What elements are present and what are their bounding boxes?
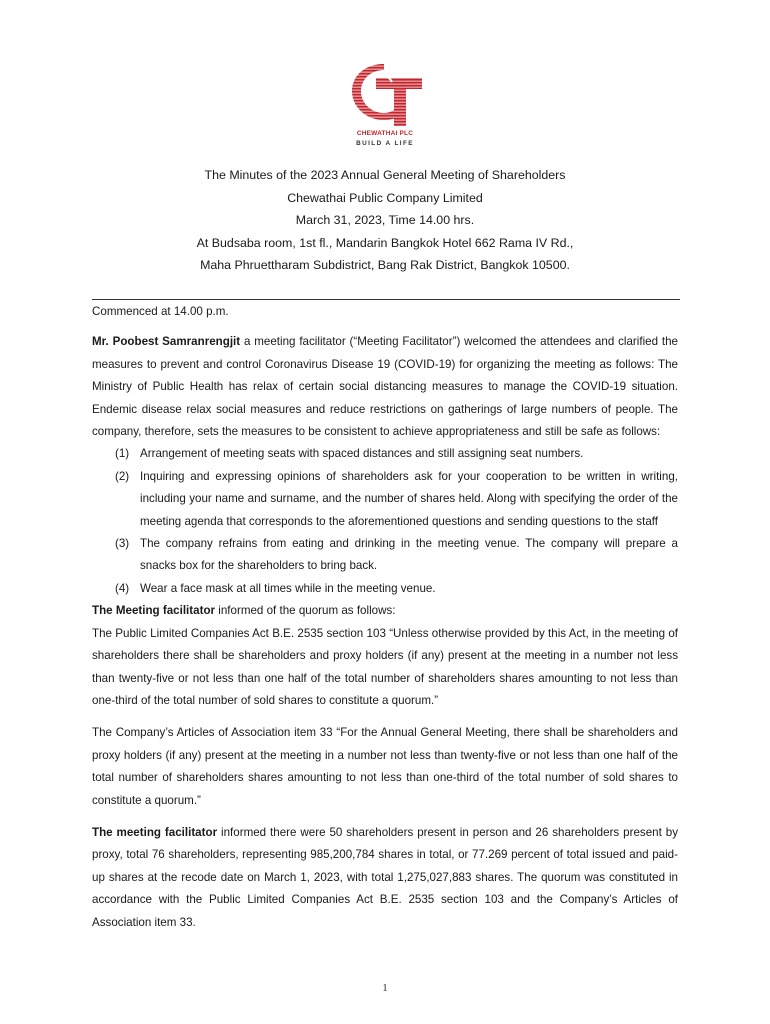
document-header [92, 164, 678, 277]
quorum-intro [92, 600, 678, 622]
page-number: 1 [382, 983, 388, 994]
list-item [92, 578, 678, 600]
quorum-intro-label: The Meeting facilitator [92, 604, 216, 618]
articles-paragraph: The Company’s Articles of Association item 33 “For the Annual General Meeting, there shall be shareholders and proxy holders (if any) present at the meeting in a number not less than twenty-five or not less than one half of the total number of shareholders shares amounting to not less than one-third of the total number of sold shares to constitute a quorum.” [92, 726, 678, 807]
list-item [92, 533, 678, 578]
company-name: CHEWATHAI PLC [356, 130, 414, 137]
commenced-time: Commenced at 14.00 p.m. [92, 305, 229, 318]
list-item-number: (2) [115, 469, 130, 483]
company-tagline: BUILD A LIFE [356, 140, 414, 147]
list-item-number: (4) [115, 581, 130, 595]
list-item [92, 466, 678, 533]
ct-logo-mark-icon [344, 58, 426, 128]
safety-measures-list [92, 443, 678, 600]
list-item-text: Arrangement of meeting seats with spaced distances and still assigning seat numbers. [140, 447, 584, 461]
list-item-text: The company refrains from eating and drinking in the meeting venue. The company will prepare a snacks box for the shareholders to bring back. [140, 537, 678, 573]
meeting-address: Maha Phruettharam Subdistrict, Bang Rak District, Bangkok 10500. [200, 258, 570, 273]
meeting-venue: At Budsaba room, 1st fl., Mandarin Bangkok Hotel 662 Rama IV Rd., [196, 235, 574, 250]
company-title: Chewathai Public Company Limited [287, 190, 483, 205]
attendance-paragraph [92, 822, 678, 934]
document-title: The Minutes of the 2023 Annual General Meeting of Shareholders [204, 168, 566, 182]
act-paragraph: The Public Limited Companies Act B.E. 2535 section 103 “Unless otherwise provided by this Act, in the meeting of shareholders there shall be shareholders and proxy holders (if any) present at the meeting in a number not less than twenty-five or not less than one half of the total number of shareholders shares amounting to not less than one-third of the total number of sold shares to constitute a quorum.” [92, 626, 678, 707]
company-logo [344, 58, 426, 154]
header-divider [92, 299, 680, 300]
list-item-number: (3) [115, 537, 130, 551]
intro-paragraph [92, 331, 678, 443]
attendance-label: The meeting facilitator [92, 825, 218, 839]
intro-text: a meeting facilitator (“Meeting Facilitator”) welcomed the attendees and clarified the measures to prevent and control Coronavirus Disease 19 (COVID-19) for organizing the meeting as follows: The Ministry of Public Health has relax of certain social distancing measures to manage the COVID-19 situation. Endemic disease relax social measures and reduce restrictions on gatherings of large numbers of people. The company, therefore, sets the measures to be consistent to achieve appropriateness and still be safe as follows: [92, 335, 679, 439]
minutes-body [92, 301, 678, 934]
list-item-text: Inquiring and expressing opinions of shareholders ask for your cooperation to be written in writing, including your name and surname, and the number of shares held. Along with specifying the order of the meeting agenda that corresponds to the aforementioned questions and sending questions to the staff [140, 469, 678, 528]
list-item [92, 443, 678, 465]
facilitator-name: Mr. Poobest Samranrengjit [92, 335, 241, 349]
list-item-number: (1) [115, 447, 130, 461]
quorum-intro-text: informed of the quorum as follows: [215, 604, 396, 618]
attendance-text: informed there were 50 shareholders present in person and 26 shareholders present by proxy, total 76 shareholders, representing 985,200,784 shares in total, or 77.269 percent of total issued and paid-up shares at the recode date on March 1, 2023, with total 1,275,027,883 shares. The quorum was constituted in accordance with the Public Limited Companies Act B.E. 2535 section 103 and the Company’s Articles of Association item 33. [92, 825, 678, 929]
meeting-date: March 31, 2023, Time 14.00 hrs. [295, 213, 475, 228]
list-item-text: Wear a face mask at all times while in the meeting venue. [140, 581, 436, 595]
